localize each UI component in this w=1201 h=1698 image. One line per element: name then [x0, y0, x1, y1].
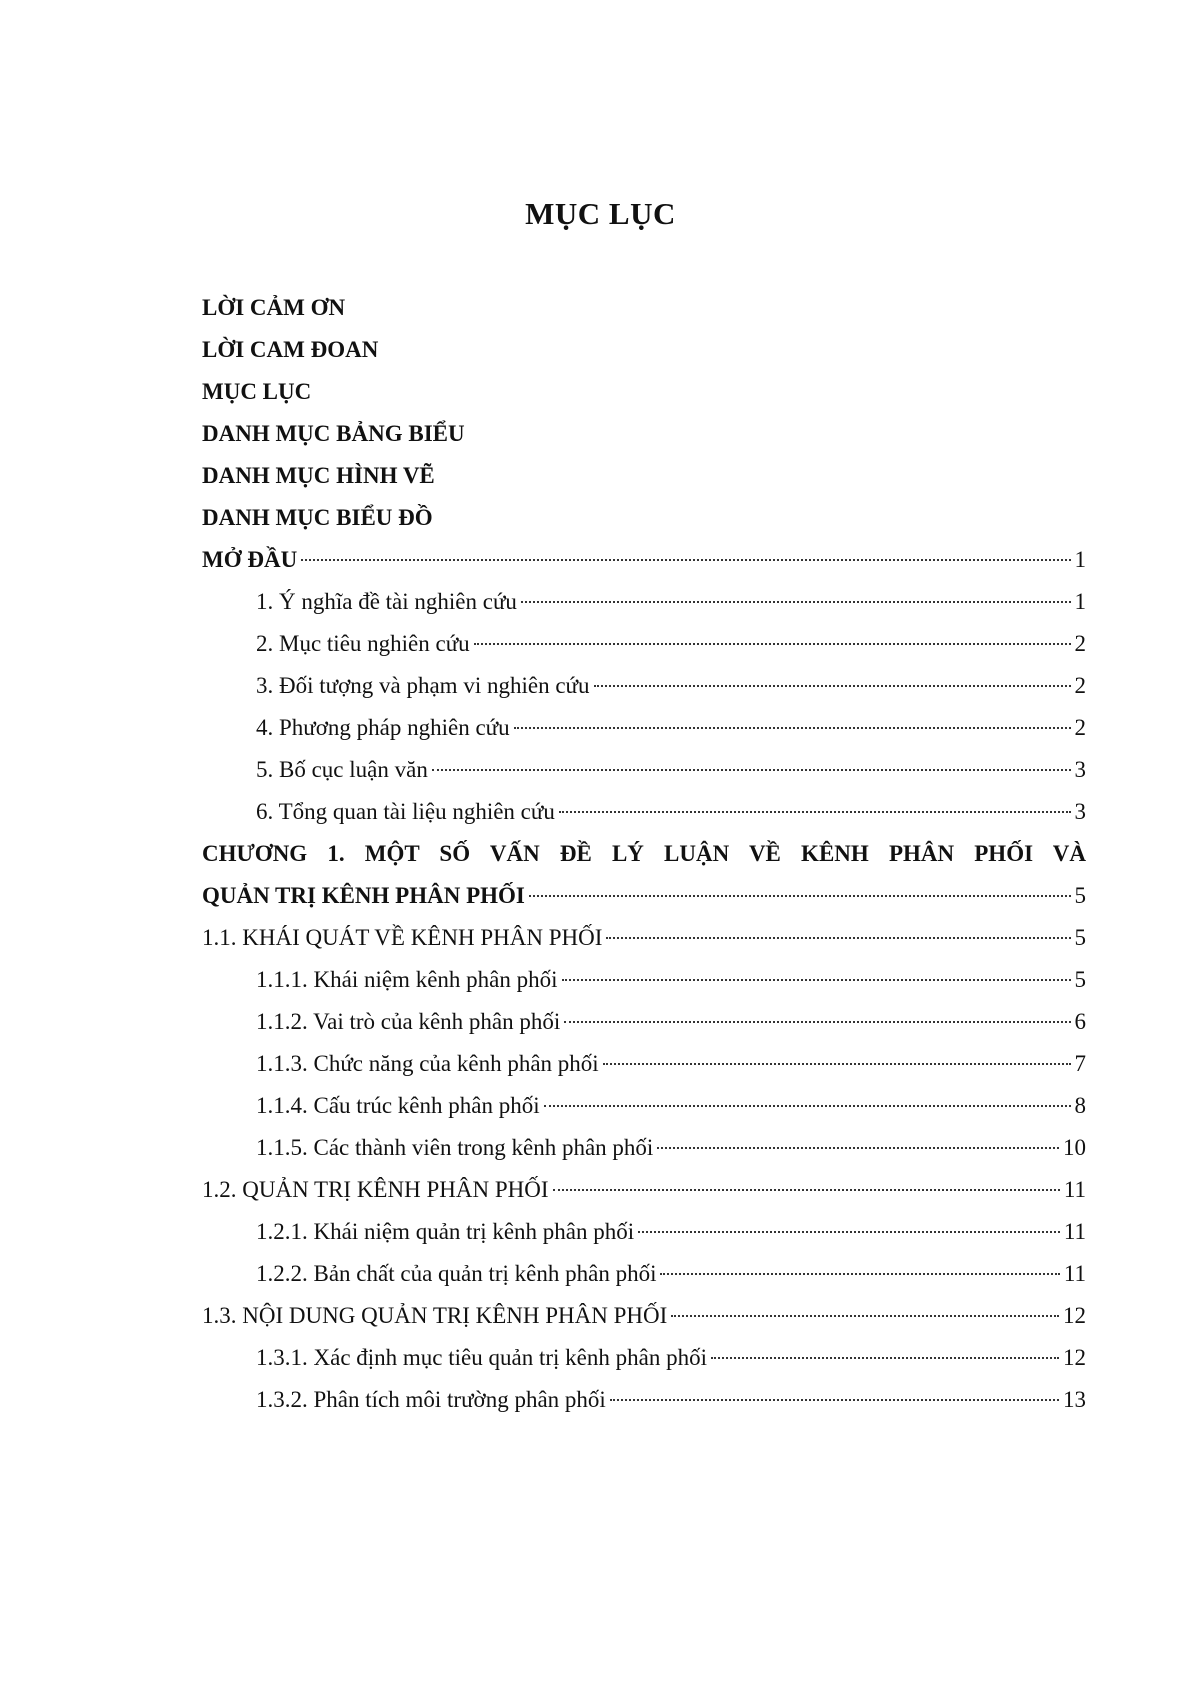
toc-page-number: 11 — [1063, 1261, 1086, 1286]
toc-entry-label: 1.1.4. Cấu trúc kênh phân phối — [256, 1093, 540, 1118]
dot-leader — [610, 1399, 1059, 1401]
toc-entry-label: 3. Đối tượng và phạm vi nghiên cứu — [256, 673, 590, 698]
toc-page-number: 11 — [1063, 1177, 1086, 1202]
dot-leader — [711, 1357, 1059, 1359]
dot-leader — [544, 1105, 1071, 1107]
toc-entry-label: 1.2. QUẢN TRỊ KÊNH PHÂN PHỐI — [202, 1177, 549, 1202]
toc-page-number: 5 — [1074, 967, 1086, 992]
dot-leader — [594, 685, 1071, 687]
toc-entry-label: DANH MỤC BẢNG BIỂU — [202, 421, 465, 446]
dot-leader — [301, 559, 1070, 561]
toc-page-number: 5 — [1074, 925, 1086, 950]
dot-leader — [606, 937, 1070, 939]
toc-entry-label: LỜI CAM ĐOAN — [202, 337, 379, 362]
toc-entry-label: 2. Mục tiêu nghiên cứu — [256, 631, 470, 656]
toc-entry-chapter-1[interactable] — [202, 883, 1086, 917]
toc-entry-label: 1.1.2. Vai trò của kênh phân phối — [256, 1009, 561, 1034]
dot-leader — [432, 769, 1071, 771]
toc-entry[interactable] — [256, 631, 1086, 665]
toc-entry[interactable] — [256, 1261, 1086, 1295]
toc-page-number: 3 — [1074, 757, 1086, 782]
toc-page-number: 10 — [1063, 1135, 1086, 1160]
toc-page-number: 12 — [1063, 1303, 1086, 1328]
dot-leader — [671, 1315, 1059, 1317]
toc-entry-section[interactable] — [202, 1177, 1086, 1211]
toc-entry[interactable] — [256, 715, 1086, 749]
toc-page-number: 8 — [1074, 1093, 1086, 1118]
toc-entry-label: DANH MỤC BIỂU ĐỒ — [202, 505, 433, 530]
dot-leader — [562, 979, 1071, 981]
toc-entry-label: 5. Bố cục luận văn — [256, 757, 428, 782]
dot-leader — [474, 643, 1071, 645]
toc-entry[interactable] — [256, 1093, 1086, 1127]
toc-page-number: 2 — [1074, 673, 1086, 698]
toc-entry-danh-muc-bieu-do[interactable] — [202, 505, 433, 539]
toc-entry-label: 1.1. KHÁI QUÁT VỀ KÊNH PHÂN PHỐI — [202, 925, 603, 950]
toc-entry-label: DANH MỤC HÌNH VẼ — [202, 463, 435, 488]
toc-entry-section[interactable] — [202, 1303, 1086, 1337]
toc-entry[interactable] — [256, 589, 1086, 623]
toc-page-number: 13 — [1063, 1387, 1086, 1412]
toc-page-number: 3 — [1074, 799, 1086, 824]
toc-entry-label: 1.3.1. Xác định mục tiêu quản trị kênh phân phối — [256, 1345, 707, 1370]
dot-leader — [564, 1021, 1070, 1023]
toc-entry-loi-cam-doan[interactable] — [202, 337, 378, 371]
toc-entry-label: LỜI CẢM ƠN — [202, 295, 346, 320]
toc-entry-chapter-1-line-1[interactable]: CHƯƠNG 1. MỘT SỐ VẤN ĐỀ LÝ LUẬN VỀ KÊNH PHÂN PHỐI VÀ — [202, 841, 1086, 866]
toc-page-number: 1 — [1074, 589, 1086, 614]
toc-entry-muc-luc[interactable] — [202, 379, 311, 413]
toc-entry[interactable] — [256, 1219, 1086, 1253]
toc-entry-label: 1.2.1. Khái niệm quản trị kênh phân phối — [256, 1219, 635, 1244]
toc-entry[interactable] — [256, 1051, 1086, 1085]
toc-entry[interactable] — [256, 967, 1086, 1001]
toc-entry[interactable] — [256, 799, 1086, 833]
toc-entry-label: 4. Phương pháp nghiên cứu — [256, 715, 510, 740]
dot-leader — [514, 727, 1071, 729]
toc-entry-label: MỤC LỤC — [202, 379, 312, 404]
dot-leader — [553, 1189, 1060, 1191]
toc-entry-label: 1.1.1. Khái niệm kênh phân phối — [256, 967, 558, 992]
toc-entry-danh-muc-bang-bieu[interactable] — [202, 421, 465, 455]
dot-leader — [603, 1063, 1071, 1065]
page-title: MỤC LỤC — [525, 196, 676, 231]
toc-entry-label: 1.1.5. Các thành viên trong kênh phân phối — [256, 1135, 654, 1160]
toc-entry-danh-muc-hinh-ve[interactable] — [202, 463, 435, 497]
toc-entry-mo-dau[interactable] — [202, 547, 1086, 581]
toc-entry-loi-cam-on[interactable] — [202, 295, 345, 329]
toc-entry[interactable] — [256, 673, 1086, 707]
toc-entry[interactable] — [256, 1009, 1086, 1043]
toc-entry-label: 1. Ý nghĩa đề tài nghiên cứu — [256, 589, 517, 614]
toc-entry[interactable] — [256, 757, 1086, 791]
toc-page-number: 6 — [1074, 1009, 1086, 1034]
toc-entry[interactable] — [256, 1387, 1086, 1421]
dot-leader — [638, 1231, 1060, 1233]
toc-entry-label: 1.3.2. Phân tích môi trường phân phối — [256, 1387, 606, 1412]
toc-entry-label: 1.2.2. Bản chất của quản trị kênh phân phối — [256, 1261, 657, 1286]
toc-page-number: 12 — [1063, 1345, 1086, 1370]
dot-leader — [660, 1273, 1059, 1275]
dot-leader — [559, 811, 1071, 813]
toc-entry[interactable] — [256, 1345, 1086, 1379]
toc-entry-label: 1.3. NỘI DUNG QUẢN TRỊ KÊNH PHÂN PHỐI — [202, 1303, 668, 1328]
toc-entry[interactable] — [256, 1135, 1086, 1169]
dot-leader — [529, 895, 1071, 897]
toc-page-number: 2 — [1074, 631, 1086, 656]
toc-page-number: 2 — [1074, 715, 1086, 740]
toc-entry-label: QUẢN TRỊ KÊNH PHÂN PHỐI — [202, 883, 525, 908]
toc-entry-label: 6. Tổng quan tài liệu nghiên cứu — [256, 799, 555, 824]
toc-page-number: 11 — [1063, 1219, 1086, 1244]
toc-page-number: 7 — [1074, 1051, 1086, 1076]
dot-leader — [521, 601, 1071, 603]
toc-entry-label: 1.1.3. Chức năng của kênh phân phối — [256, 1051, 599, 1076]
toc-entry-label: MỞ ĐẦU — [202, 547, 298, 572]
dot-leader — [657, 1147, 1059, 1149]
toc-entry-section[interactable] — [202, 925, 1086, 959]
toc-page-number: 1 — [1074, 547, 1086, 572]
toc-page-number: 5 — [1074, 883, 1086, 908]
